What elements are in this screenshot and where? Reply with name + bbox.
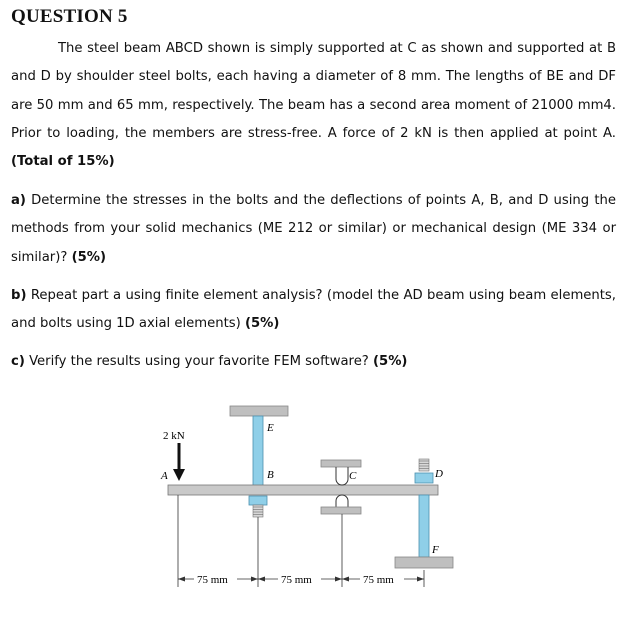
support-plate-f <box>395 557 453 568</box>
part-a-marks: (5%) <box>71 249 107 265</box>
problem-text: The steel beam ABCD shown is simply supported at C as shown and supported at B and D by shoulder steel bolts, each having a diameter of 8 mm. The lengths of BE and DF are 50 mm and 65 mm, respectively. The beam has a second area moment of 21000 mm4. Prior to loading, the members are stress-free. A force of 2 kN is then applied at point A. <box>11 41 616 141</box>
support-c-bottom-plate <box>321 507 361 514</box>
nut-b <box>249 496 267 505</box>
dim-label-3: 75 mm <box>363 574 394 586</box>
point-a-label: A <box>161 470 168 482</box>
dim-label-2: 75 mm <box>281 574 312 586</box>
part-c-text: Verify the results using your favorite FEM software? <box>29 354 369 369</box>
dim-arrow-3-left <box>342 577 349 582</box>
dim-arrow-1-left <box>178 577 185 582</box>
support-c-top-roller <box>336 467 348 485</box>
part-a-text: Determine the stresses in the bolts and the deflections of points A, B, and D using the methods from your solid mechanics (ME 212 or similar) or mechanical design (ME 334 or similar)? <box>11 193 616 265</box>
force-arrow-head <box>173 469 185 481</box>
point-e-label: E <box>267 422 274 434</box>
part-b-marks: (5%) <box>244 316 280 332</box>
part-a <box>11 187 616 272</box>
dim-arrow-2-left <box>258 577 265 582</box>
nut-d <box>415 473 433 483</box>
beam-ad <box>168 485 438 495</box>
part-b <box>11 282 616 339</box>
force-label: 2 kN <box>163 430 185 442</box>
dim-arrow-2-right <box>335 577 342 582</box>
bolt-be <box>253 416 263 488</box>
dim-arrow-1-right <box>251 577 258 582</box>
part-c-marks: (5%) <box>373 354 408 369</box>
point-d-label: D <box>435 468 443 480</box>
total-marks: (Total of 15%) <box>11 154 115 170</box>
part-b-text: Repeat part a using finite element analysis? (model the AD beam using beam elements, and bolts using 1D axial elements) <box>11 288 616 332</box>
part-c-label: c) <box>11 354 25 369</box>
support-c-bottom-roller <box>336 495 348 507</box>
question-title: QUESTION 5 <box>11 6 128 27</box>
support-plate-e <box>230 406 288 416</box>
point-b-label: B <box>267 469 274 481</box>
point-c-label: C <box>349 470 357 482</box>
beam-figure <box>150 395 470 600</box>
dim-arrow-3-right <box>417 577 424 582</box>
bolt-df <box>419 495 429 557</box>
part-b-label: b) <box>11 288 27 303</box>
part-a-label: a) <box>11 193 26 208</box>
problem-statement <box>11 35 616 176</box>
point-f-label: F <box>432 544 439 556</box>
dim-label-1: 75 mm <box>197 574 228 586</box>
part-c <box>11 348 616 376</box>
support-c-top-plate <box>321 460 361 467</box>
